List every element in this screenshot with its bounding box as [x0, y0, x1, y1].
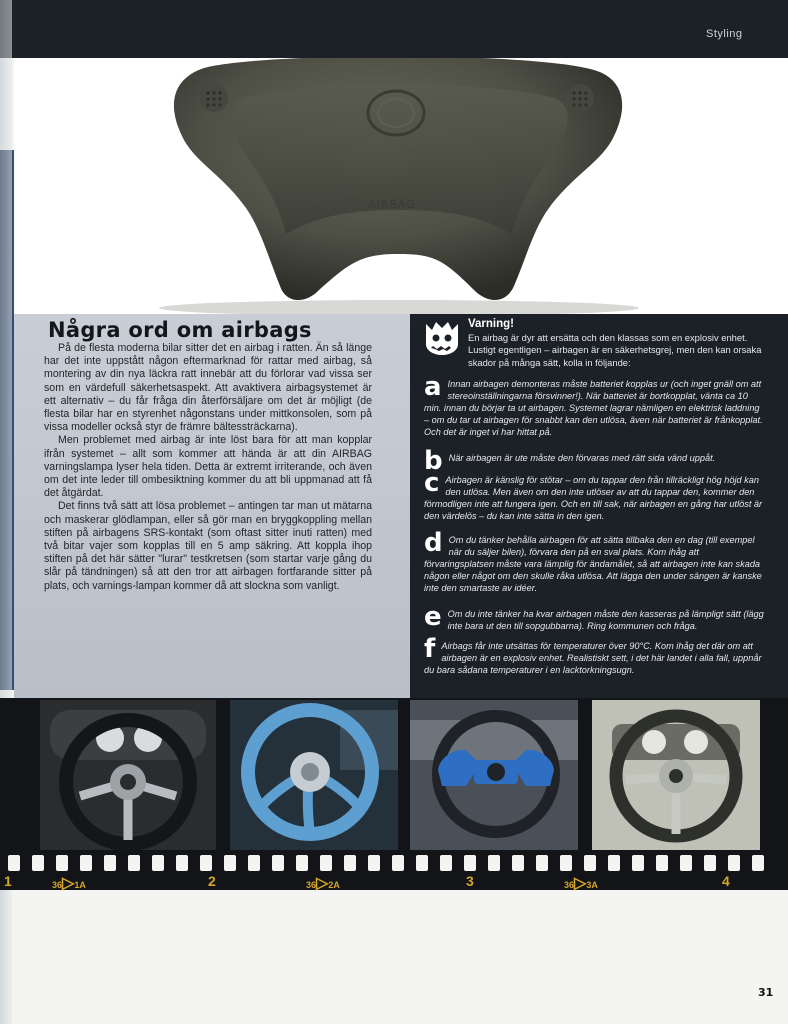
warning-item-b [424, 446, 764, 476]
steering-wheel-photo-3 [410, 700, 578, 850]
item-letter: f [424, 634, 436, 664]
steering-wheel-photo-1 [40, 700, 216, 850]
sprocket-hole [608, 855, 620, 871]
sprocket-hole [224, 855, 236, 871]
sprocket-hole [248, 855, 260, 871]
item-letter: a [424, 372, 442, 402]
top-dark-band [0, 0, 788, 58]
film-label-3: 3 [466, 873, 474, 889]
item-text: Om du tänker behålla airbagen för att sätta tillbaka den en dag (till exempel när du säljer bilen), förvara den på en sval plats. Kom ihåg att förvaringsplatsen måste vara lämplig för ändamålet, så att airbagen inte kan skada någon eller något om den skulle råka utlösa. Att lägga den under sängen är kanske inte den smartaste av idéer. [424, 535, 762, 594]
article-body [44, 342, 372, 593]
warning-item-e [424, 602, 764, 632]
airbag-cover-image [14, 58, 788, 314]
sprocket-hole [704, 855, 716, 871]
sprocket-hole [296, 855, 308, 871]
article-paragraph-2: Men problemet med airbag är inte löst bara för att man kopplar ifrån systemet – allt som kommer att hända är att din AIRBAG varningslampa lyser hela tiden. Detta är extremt irriterande, och även om det inte leder till ombesiktning kommer du att bli uppmanad att få det åtgärdat. [44, 434, 372, 500]
film-label-2a: 36▷2A [306, 875, 340, 892]
sprocket-hole [368, 855, 380, 871]
article-paragraph-1: På de flesta moderna bilar sitter det en airbag i ratten. Än så länge har det inte uppstått någon eftermarknad för rattar med airbag, så montering av din nya läckra ratt innebär att du förlorar vad vissa ser som en värdefull säkerhetsaspekt. Att avaktivera airbagsystemet är ett alternativ – du får fråga din återförsäljare om det är möjligt (de flesta bilar har en styrenhet någonstans under mittkonsolen, som på vissa modeller också styr de främre bältessträckarna). [44, 342, 372, 434]
film-label-4: 4 [722, 873, 730, 889]
sprocket-hole [152, 855, 164, 871]
sprocket-hole [560, 855, 572, 871]
sprocket-hole [728, 855, 740, 871]
item-letter: c [424, 468, 440, 498]
item-letter: e [424, 602, 442, 632]
item-text: Airbagen är känslig för stötar – om du tappar den från tillräckligt hög höjd kan den utlösa. Men även om den inte utlöser av att du tappar den, kommer den förmodligen inte att fungera igen. Och en till sak, när airbagen en gång har utlöst är den värdelös – du kan inte sätta in den igen. [424, 475, 763, 522]
sprocket-hole [392, 855, 404, 871]
sprocket-hole [176, 855, 188, 871]
sprocket-hole [272, 855, 284, 871]
section-label: Styling [706, 28, 743, 40]
film-label-1a: 36▷1A [52, 875, 86, 892]
sprocket-hole [104, 855, 116, 871]
article-title: Några ord om airbags [48, 318, 312, 342]
warning-item-f [424, 634, 764, 676]
item-text: Innan airbagen demonteras måste batteriet kopplas ur (och inget gnäll om att stereoinställningarna försvinner!). När batteriet är bortkopplat, vänta ca 10 min. innan du börjar ta ut airbagen. Systemet lagrar nämligen en elektrisk laddning – om du tar ut airbagen för snabbt kan den utlösa, även när batteriet är frånkopplat. Och det är inget vi har hittat på. [424, 379, 763, 438]
warning-title: Varning! [468, 318, 515, 330]
sprocket-hole [584, 855, 596, 871]
monster-icon [422, 318, 462, 361]
sprocket-hole [488, 855, 500, 871]
page-number: 31 [758, 986, 774, 999]
film-label-1: 1 [4, 873, 12, 889]
sprocket-hole [200, 855, 212, 871]
item-text: Om du inte tänker ha kvar airbagen måste den kasseras på lämpligt sätt (lägg inte bara ut den till sopgubbarna). Ring kommunen och fråga. [447, 609, 764, 632]
sprocket-hole [680, 855, 692, 871]
sprocket-hole [536, 855, 548, 871]
warning-intro: En airbag är dyr att ersätta och den klassas som en explosiv enhet. Lustigt egentligen – airbagen är en säkerhetsgrej, men den kan orsaka skador på många sätt, kolla in följande: [468, 332, 762, 368]
item-text: Airbags får inte utsättas för temperaturer över 90°C. Kom ihåg det där om att airbagen är en explosiv enhet. Realistiskt sett, i det här landet i alla fall, uppnår du bara sådana temperaturer i en lacktorkningsugn. [424, 641, 762, 676]
warning-item-a [424, 372, 764, 438]
steering-wheel-photo-4 [592, 700, 760, 850]
item-text: När airbagen är ute måste den förvaras med rätt sida vänd uppåt. [448, 453, 716, 463]
sprocket-hole [8, 855, 20, 871]
sprocket-hole [464, 855, 476, 871]
sprocket-hole [752, 855, 764, 871]
article-paragraph-3: Det finns två sätt att lösa problemet – antingen tar man ut mätarna och maskerar glödlampan, eller så gör man en bryggkoppling mellan stiften på airbagens SRS-kontakt (som oftast sitter inuti ratten) med två bitar vajer som kopplas till en 5 amp säkring. Att koppla ihop stiften på det här sätter "lurar" testkretsen (som startar varje gång du slår på tändningen) så att den tror att airbagen fortfarande sitter på plats, och varnings-lampan kommer då att slockna som vanligt. [44, 500, 372, 592]
film-label-3a: 36▷3A [564, 875, 598, 892]
sprocket-hole [416, 855, 428, 871]
sprocket-hole [320, 855, 332, 871]
sprocket-hole [32, 855, 44, 871]
airbag-photo [14, 58, 788, 314]
sprocket-hole [440, 855, 452, 871]
sprocket-hole [512, 855, 524, 871]
warning-item-d [424, 528, 764, 594]
item-letter: d [424, 528, 443, 558]
sprocket-hole [344, 855, 356, 871]
warning-item-c [424, 468, 764, 522]
sprocket-hole [128, 855, 140, 871]
sprocket-hole [632, 855, 644, 871]
sprocket-hole [80, 855, 92, 871]
steering-wheel-photo-2 [230, 700, 398, 850]
sprocket-hole [56, 855, 68, 871]
sprocket-hole [656, 855, 668, 871]
film-label-2: 2 [208, 873, 216, 889]
item-letter: b [424, 446, 443, 476]
airbag-emboss: AIRBAG [368, 198, 416, 211]
